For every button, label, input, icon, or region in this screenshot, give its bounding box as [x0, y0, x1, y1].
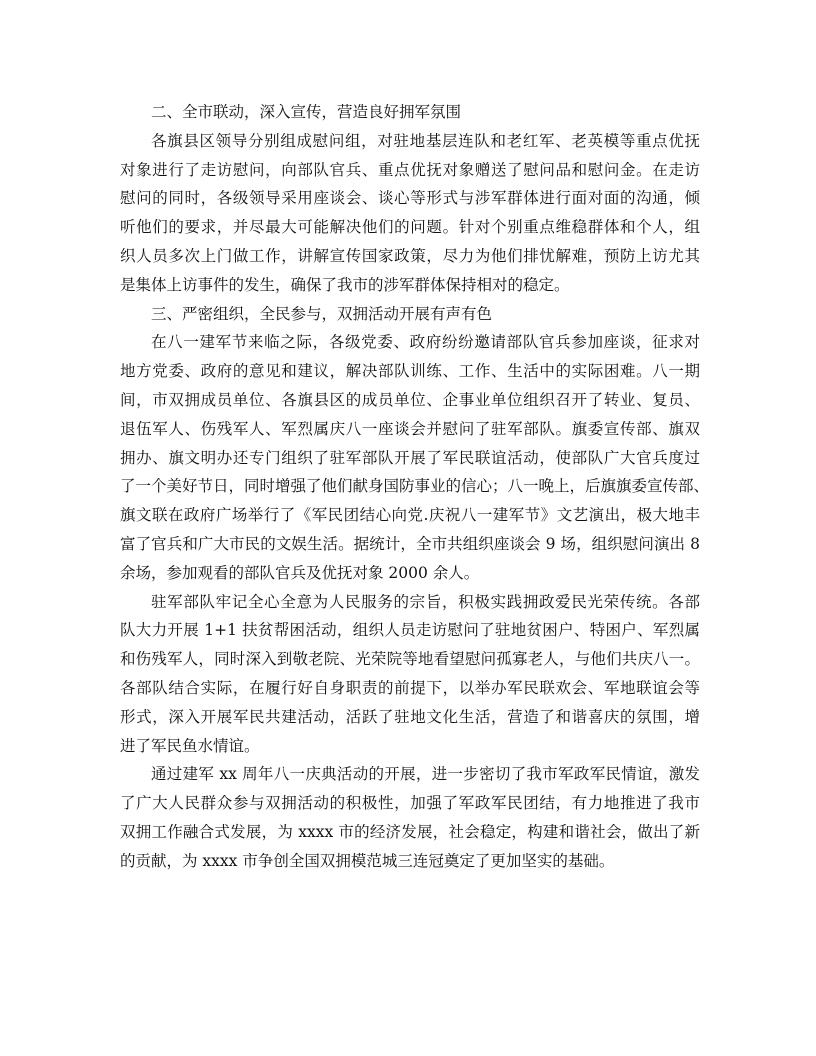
paragraph-line: 退伍军人、伤残军人、军烈属庆八一座谈会并慰问了驻军部队。旗委宣传部、旗双	[120, 419, 700, 438]
paragraph-line: 各部队结合实际，在履行好自身职责的前提下，以举办军民联欢会、军地联谊会等	[120, 678, 700, 697]
paragraph-line: 了一个美好节日，同时增强了他们献身国防事业的信心；八一晚上，后旗旗委宣传部、	[120, 477, 710, 496]
paragraph-line: 队大力开展 1+1 扶贫帮困活动，组织人员走访慰问了驻地贫困户、特困户、军烈属	[120, 621, 700, 640]
paragraph-line: 织人员多次上门做工作，讲解宣传国家政策，尽力为他们排忧解难，预防上访尤其	[120, 246, 700, 265]
paragraph-line: 驻军部队牢记全心全意为人民服务的宗旨，积极实践拥政爱民光荣传统。各部	[151, 592, 700, 611]
paragraph-line: 形式，深入开展军民共建活动，活跃了驻地文化生活，营造了和谐喜庆的氛围，增	[120, 707, 700, 726]
paragraph-line: 各旗县区领导分别组成慰问组，对驻地基层连队和老红军、老英模等重点优抚	[151, 131, 700, 150]
paragraph-line: 双拥工作融合式发展，为 xxxx 市的经济发展，社会稳定，构建和谐社会，做出了新	[120, 822, 700, 841]
paragraph-line: 听他们的要求，并尽最大可能解决他们的问题。针对个别重点维稳群体和个人，组	[120, 218, 700, 237]
paragraph-line: 的贡献，为 xxxx 市争创全国双拥模范城三连冠奠定了更加坚实的基础。	[120, 851, 615, 870]
document-body	[120, 98, 710, 876]
paragraph-line: 间，市双拥成员单位、各旗县区的成员单位、企事业单位组织召开了转业、复员、	[120, 390, 700, 409]
paragraph-line: 余场，参加观看的部队官兵及优抚对象 2000 余人。	[120, 563, 480, 582]
section-heading-3: 三、严密组织，全民参与，双拥活动开展有声有色	[151, 304, 493, 323]
paragraph-line: 对象进行了走访慰问，向部队官兵、重点优抚对象赠送了慰问品和慰问金。在走访	[120, 160, 700, 179]
paragraph-line: 通过建军 xx 周年八一庆典活动的开展，进一步密切了我市军政军民情谊，激发	[151, 765, 700, 784]
section-heading-2: 二、全市联动，深入宣传，营造良好拥军氛围	[151, 103, 462, 121]
paragraph-line: 进了军民鱼水情谊。	[120, 736, 260, 755]
paragraph-line: 地方党委、政府的意见和建议，解决部队训练、工作、生活中的实际困难。八一期	[120, 362, 700, 381]
paragraph-line: 拥办、旗文明办还专门组织了驻军部队开展了军民联谊活动，使部队广大官兵度过	[120, 448, 700, 467]
paragraph-line: 是集体上访事件的发生，确保了我市的涉军群体保持相对的稳定。	[120, 275, 570, 294]
paragraph-line: 旗文联在政府广场举行了《军民团结心向党.庆祝八一建军节》文艺演出，极大地丰	[120, 506, 700, 525]
paragraph-line: 和伤残军人，同时深入到敬老院、光荣院等地看望慰问孤寡老人，与他们共庆八一。	[120, 650, 700, 669]
paragraph-line: 慰问的同时，各级领导采用座谈会、谈心等形式与涉军群体进行面对面的沟通，倾	[120, 189, 700, 208]
paragraph-line: 富了官兵和广大市民的文娱生活。据统计，全市共组织座谈会 9 场，组织慰问演出 8	[120, 534, 700, 553]
paragraph-line: 在八一建军节来临之际，各级党委、政府纷纷邀请部队官兵参加座谈，征求对	[151, 333, 700, 352]
paragraph-line: 了广大人民群众参与双拥活动的积极性，加强了军政军民团结，有力地推进了我市	[120, 794, 700, 813]
